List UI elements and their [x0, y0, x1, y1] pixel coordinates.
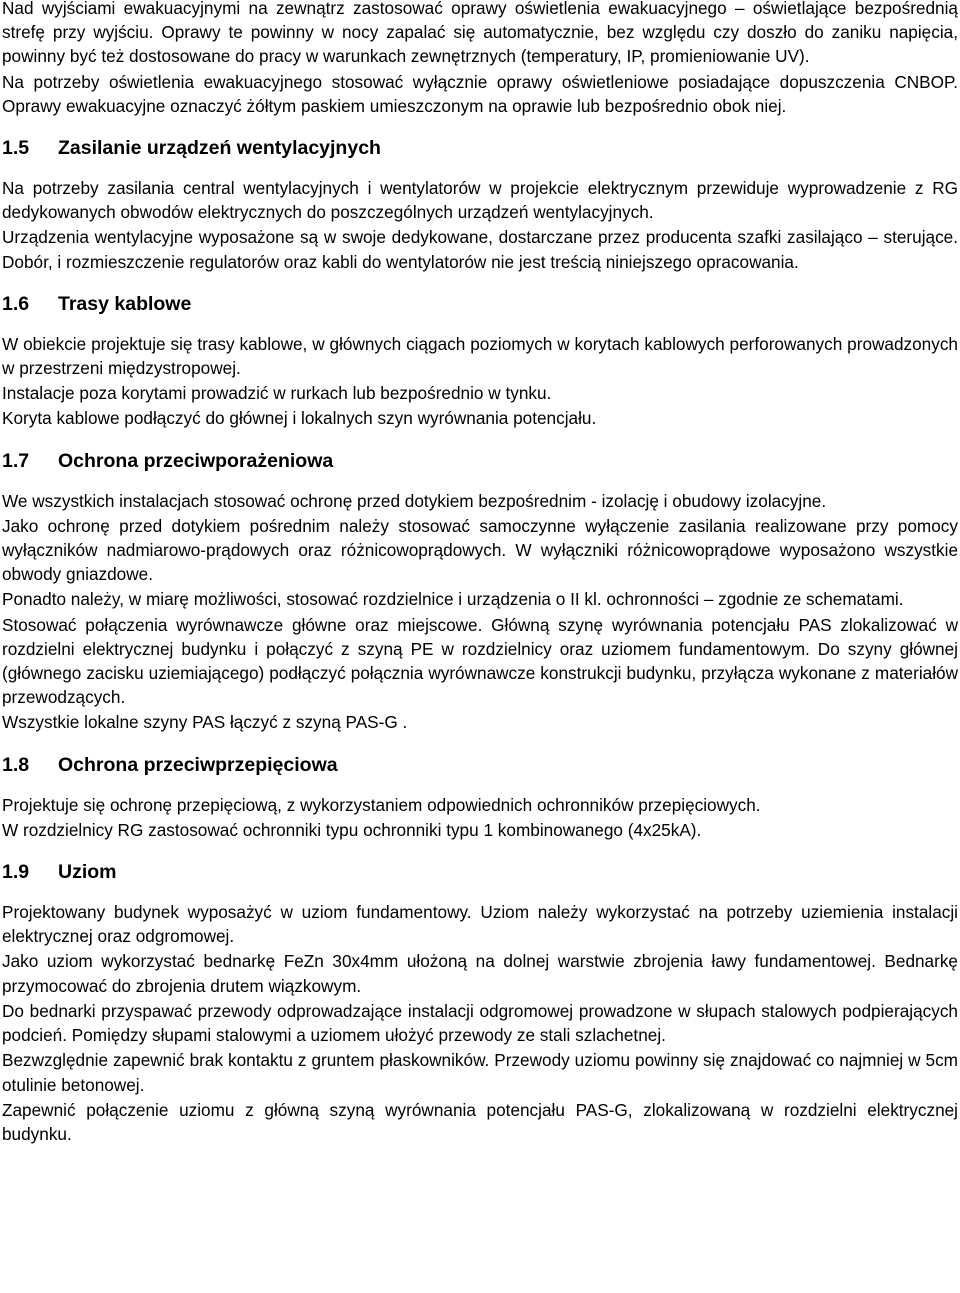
section-paragraph: Instalacje poza korytami prowadzić w rurkach lub bezpośrednio w tynku. — [2, 383, 552, 404]
section-paragraph: Koryta kablowe podłączyć do głównej i lokalnych szyn wyrównania potencjału. — [2, 408, 597, 429]
section-number: 1.9 — [2, 861, 30, 884]
section-title: Uziom — [58, 861, 117, 884]
section-number: 1.8 — [2, 753, 30, 776]
section-heading — [2, 136, 958, 160]
section-title: Ochrona przeciwprzepięciowa — [58, 753, 338, 776]
section-number: 1.6 — [2, 292, 30, 315]
section-paragraph: W rozdzielnicy RG zastosować ochronniki typu ochronniki typu 1 kombinowanego (4x25kA). — [2, 819, 702, 840]
section-paragraph: Jako ochronę przed dotykiem pośrednim należy stosować samoczynne wyłączenie zasilania realizowane przy pomocy wyłączników nadmiarowo-prądowych oraz różnicowoprądowych. W wyłączniki różnicowoprądowe wyposażono wszystkie obwody gniazdowe. — [2, 515, 958, 585]
intro-paragraph: Na potrzeby oświetlenia ewakuacyjnego stosować wyłącznie oprawy oświetleniowe posiadające dopuszczenia CNBOP. Oprawy ewakuacyjne oznaczyć żółtym paskiem umieszczonym na oprawie lub bezpośrednio obok niej. — [2, 71, 958, 116]
section-heading — [2, 753, 958, 777]
section-title: Ochrona przeciwporażeniowa — [58, 449, 334, 472]
section-number: 1.5 — [2, 137, 30, 160]
section-paragraph: Projektowany budynek wyposażyć w uziom fundamentowy. Uziom należy wykorzystać na potrzeby uziemienia instalacji elektrycznej oraz odgromowej. — [2, 902, 958, 947]
section-paragraph: Zapewnić połączenie uziomu z główną szyną wyrównania potencjału PAS-G, zlokalizowaną w rozdzielni elektrycznej budynku. — [2, 1099, 958, 1144]
section-paragraph: Do bednarki przyspawać przewody odprowadzające instalacji odgromowej prowadzone w słupach stalowych podpierających podcień. Pomiędzy słupami stalowymi a uziomem ułożyć przewody ze stali szlachetnej. — [2, 1000, 958, 1046]
section-title: Trasy kablowe — [58, 292, 192, 315]
section-paragraph: Jako uziom wykorzystać bednarkę FeZn 30x4mm ułożoną na dolnej warstwie zbrojenia ławy fundamentowej. Bednarkę przymocować do zbrojenia drutem wiązkowym. — [2, 951, 958, 996]
section-heading — [2, 292, 958, 316]
section-title: Zasilanie urządzeń wentylacyjnych — [58, 137, 381, 160]
intro-paragraph: Nad wyjściami ewakuacyjnymi na zewnątrz zastosować oprawy oświetlenia ewakuacyjnego – oświetlające bezpośrednią strefę przy wyjściu. Oprawy te powinny w nocy zapalać się automatycznie, bez względu czy doszło do zaniku napięcia, powinny być też dostosowane do pracy w warunkach zewnętrznych (temperatury, IP, promieniowanie UV). — [2, 0, 958, 67]
section-paragraph: Bezwzględnie zapewnić brak kontaktu z gruntem płaskowników. Przewody uziomu powinny się znajdować co najmniej w 5cm otulinie betonowej. — [2, 1050, 958, 1095]
section-paragraph: Ponadto należy, w miarę możliwości, stosować rozdzielnice i urządzenia o II kl. ochronności – zgodnie ze schematami. — [2, 589, 904, 610]
section-paragraph: Urządzenia wentylacyjne wyposażone są w swoje dedykowane, dostarczane przez producenta szafki zasilająco – sterujące. Dobór, i rozmieszczenie regulatorów oraz kabli do wentylatorów nie jest treścią niniejszego opracowania. — [2, 227, 958, 272]
section-paragraph: We wszystkich instalacjach stosować ochronę przed dotykiem bezpośrednim - izolację i obudowy izolacyjne. — [2, 490, 827, 511]
section-paragraph: Projektuje się ochronę przepięciową, z wykorzystaniem odpowiednich ochronników przepięciowych. — [2, 794, 761, 815]
section-paragraph: Wszystkie lokalne szyny PAS łączyć z szyną PAS-G . — [2, 712, 408, 733]
section-paragraph: Na potrzeby zasilania central wentylacyjnych i wentylatorów w projekcie elektrycznym przewiduje wyprowadzenie z RG dedykowanych obwodów elektrycznych do poszczególnych urządzeń wentylacyjnych. — [2, 178, 958, 223]
section-paragraph: Stosować połączenia wyrównawcze główne oraz miejscowe. Główną szynę wyrównania potencjału PAS zlokalizować w rozdzielni elektrycznej budynku i połączyć z szyną PE w rozdzielnicy oraz uziomem fundamentowym. Do szyny głównej (głównego zacisku uziemiającego) podłączyć połącznia wyrównawcze konstrukcji budynku, przyłącza wykonane z materiałów przewodzących. — [2, 614, 958, 708]
section-paragraph: W obiekcie projektuje się trasy kablowe, w głównych ciągach poziomych w korytach kablowych perforowanych prowadzonych w przestrzeni międzystropowej. — [2, 333, 958, 379]
section-heading — [2, 449, 958, 473]
section-number: 1.7 — [2, 449, 30, 472]
section-heading — [2, 860, 958, 884]
